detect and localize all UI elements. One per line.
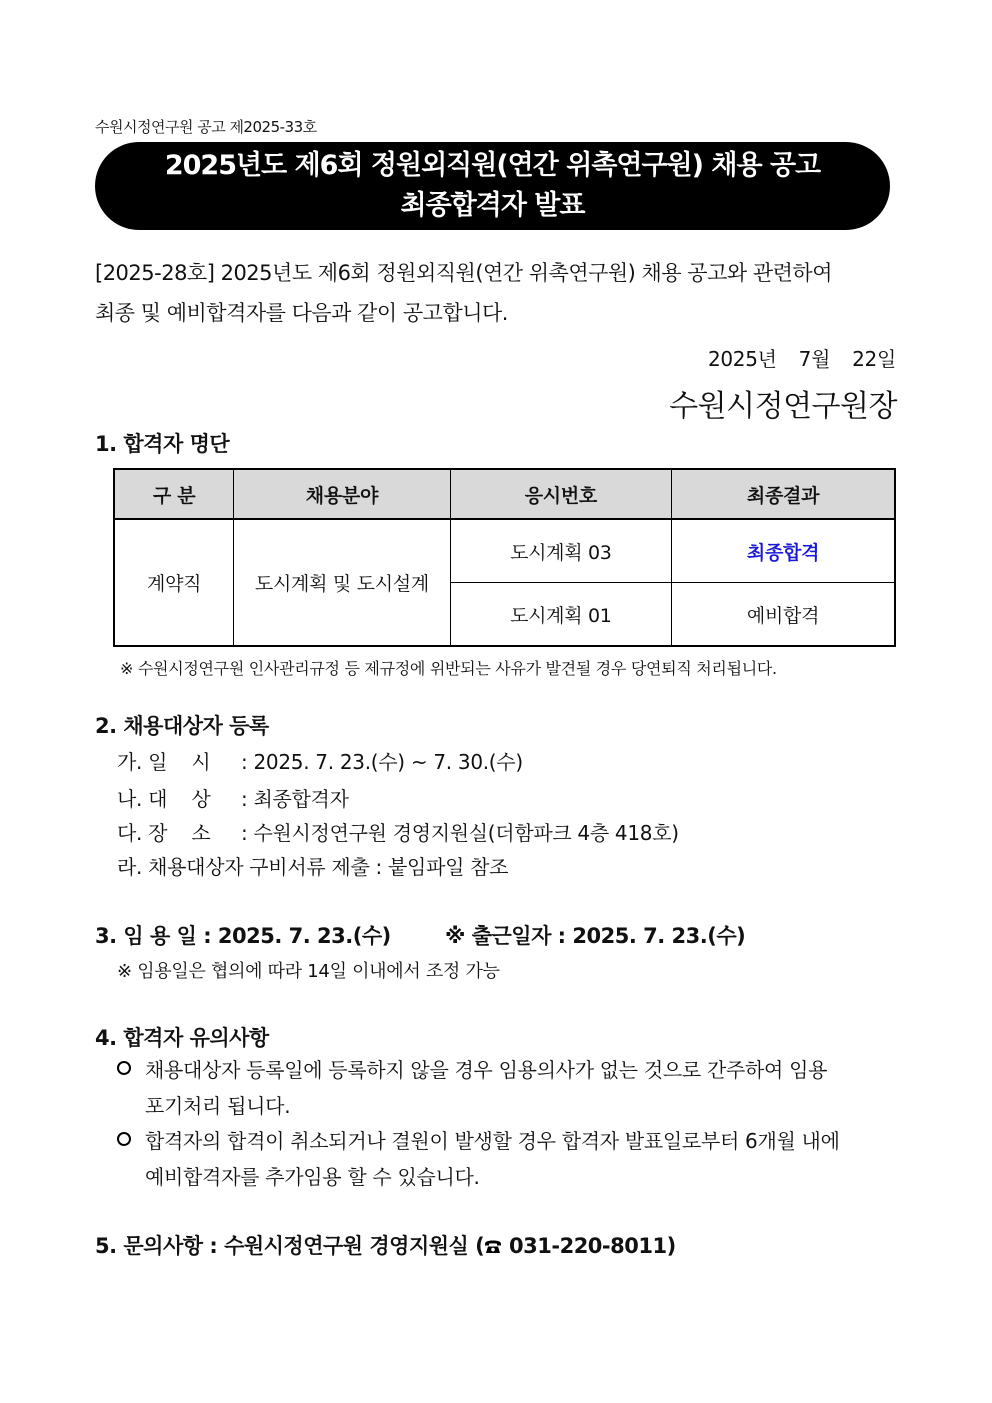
section-3-note: ※ 임용일은 협의에 따라 14일 이내에서 조정 가능 <box>117 961 500 982</box>
cell-category: 계약직 <box>114 519 234 646</box>
section-4-title: 4. 합격자 유의사항 <box>95 1026 269 1050</box>
date-year: 2025년 <box>707 347 777 371</box>
item-label: 다. 장 소 <box>117 821 211 845</box>
title-banner <box>95 142 890 230</box>
item-value: : 최종합격자 <box>241 787 349 811</box>
notice-number: 수원시정연구원 공고 제2025-33호 <box>95 118 317 136</box>
section-5-contact <box>95 1230 676 1260</box>
section-3-title: 3. 임 용 일 : 2025. 7. 23.(수) <box>95 924 391 948</box>
table-header-row <box>114 469 895 519</box>
caution-line: 채용대상자 등록일에 등록하지 않을 경우 임용의사가 없는 것으로 간주하여 임용 <box>145 1058 828 1082</box>
section-2-title: 2. 채용대상자 등록 <box>95 714 269 738</box>
registration-target <box>117 783 349 812</box>
banner-subtitle: 최종합격자 발표 <box>400 190 585 221</box>
item-label: 나. 대 상 <box>117 787 211 811</box>
issuer: 수원시정연구원장 <box>669 389 897 424</box>
cell-number: 도시계획 01 <box>450 583 671 647</box>
caution-line: 예비합격자를 추가임용 할 수 있습니다. <box>145 1165 480 1189</box>
item-value: : 수원시정연구원 경영지원실(더함파크 4층 418호) <box>241 821 679 845</box>
result-table <box>113 468 896 647</box>
intro-text <box>95 253 895 333</box>
section-1-note: ※ 수원시정연구원 인사관리규정 등 제규정에 위반되는 사유가 발견될 경우 당연퇴직 처리됩니다. <box>120 659 777 678</box>
intro-line-1: [2025-28호] 2025년도 제6회 정원외직원(연간 위촉연구원) 채용 공고와 관련하여 <box>95 261 832 285</box>
circle-bullet-icon <box>117 1061 131 1075</box>
caution-item <box>117 1052 897 1124</box>
cell-field: 도시계획 및 도시설계 <box>234 519 450 646</box>
contact-label: 5. 문의사항 : 수원시정연구원 경영지원실 ( <box>95 1234 485 1258</box>
start-date: ※ 출근일자 : 2025. 7. 23.(수) <box>445 924 746 948</box>
intro-line-2: 최종 및 예비합격자를 다음과 같이 공고합니다. <box>95 301 508 325</box>
caution-line: 포기처리 됩니다. <box>145 1094 291 1118</box>
contact-phone: 031-220-8011) <box>509 1234 676 1258</box>
caution-item <box>117 1123 897 1195</box>
registration-period <box>117 746 523 775</box>
item-label: 가. 일 시 <box>117 750 211 774</box>
header-number: 응시번호 <box>450 469 671 519</box>
banner-title: 2025년도 제6회 정원외직원(연간 위촉연구원) 채용 공고 <box>164 150 821 181</box>
header-result: 최종결과 <box>672 469 895 519</box>
item-value: : 2025. 7. 23.(수) ~ 7. 30.(수) <box>241 750 523 774</box>
cell-number: 도시계획 03 <box>450 519 671 583</box>
cell-result-reserve: 예비합격 <box>672 583 895 647</box>
telephone-icon <box>484 1240 502 1254</box>
circle-bullet-icon <box>117 1132 131 1146</box>
registration-place <box>117 817 679 846</box>
notice-date <box>686 343 896 372</box>
caution-line: 합격자의 합격이 취소되거나 결원이 발생할 경우 합격자 발표일로부터 6개월 내에 <box>145 1129 840 1153</box>
header-category: 구 분 <box>114 469 234 519</box>
date-day: 22일 <box>852 347 896 371</box>
date-month: 7월 <box>798 347 831 371</box>
section-1-title: 1. 합격자 명단 <box>95 432 230 456</box>
cell-result-final: 최종합격 <box>672 519 895 583</box>
header-field: 채용분야 <box>234 469 450 519</box>
registration-documents: 라. 채용대상자 구비서류 제출 : 붙임파일 참조 <box>117 855 509 879</box>
table-row <box>114 519 895 583</box>
